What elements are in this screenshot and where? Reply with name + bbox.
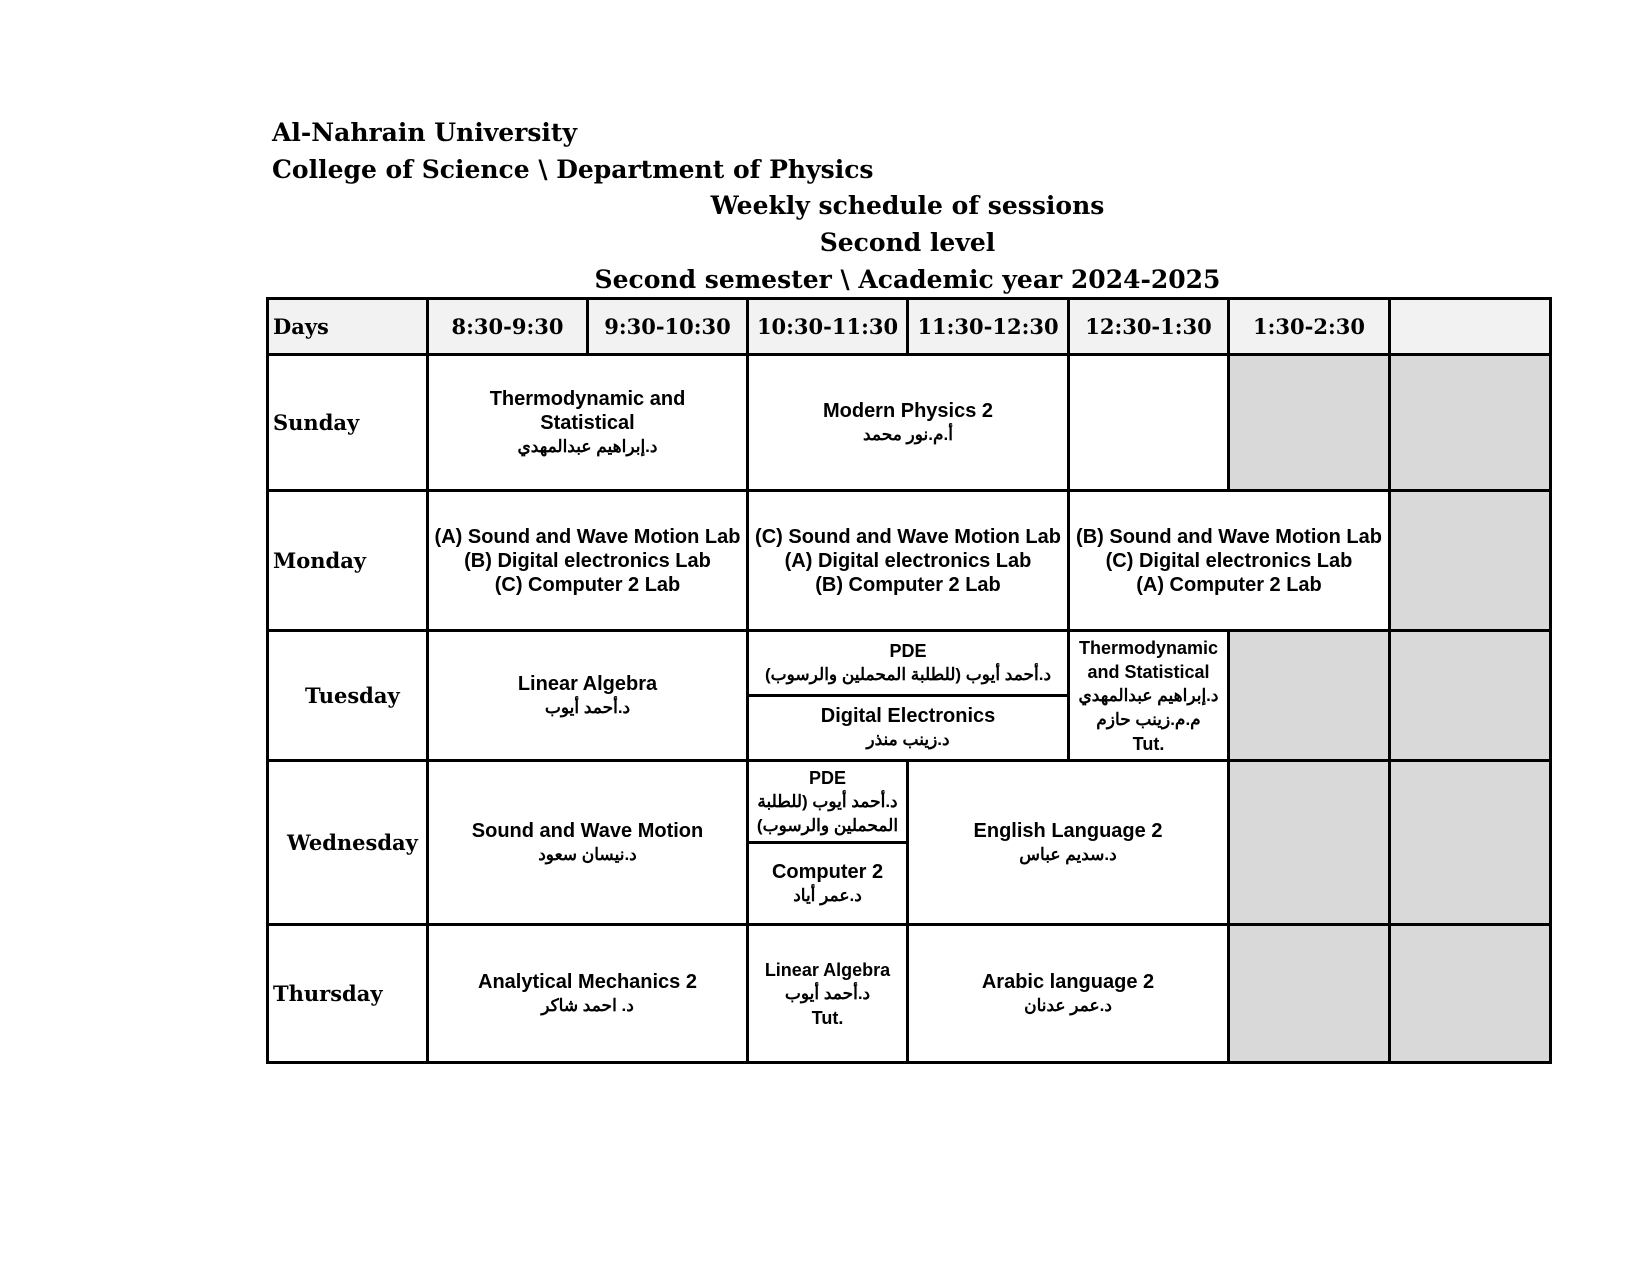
session-teacher: د.نيسان سعود xyxy=(538,844,637,864)
session-cell xyxy=(748,696,1069,761)
lab-line: (C) Computer 2 Lab xyxy=(494,573,681,596)
session-teacher: د.زينب منذر xyxy=(866,730,950,749)
lab-line: (B) Computer 2 Lab xyxy=(815,573,1001,596)
empty-cell xyxy=(1390,491,1551,631)
day-label: Monday xyxy=(268,491,428,631)
department-name: College of Science \ Department of Physics xyxy=(272,155,874,184)
session-title: PDE xyxy=(889,641,927,661)
empty-cell xyxy=(1390,761,1551,925)
row-monday xyxy=(268,491,1551,631)
session-teacher: د. احمد شاكر xyxy=(541,995,634,1015)
session-cell xyxy=(428,491,748,631)
session-title: Thermodynamic and Statistical xyxy=(1078,637,1219,682)
col-header-time: 11:30-12:30 xyxy=(908,299,1069,355)
empty-cell xyxy=(1390,631,1551,761)
session-teacher: د.سديم عباس xyxy=(1019,844,1117,864)
header-row xyxy=(268,299,1551,355)
lab-line: (C) Digital electronics Lab xyxy=(1105,549,1353,572)
university-name: Al-Nahrain University xyxy=(272,118,577,147)
session-cell xyxy=(428,355,748,491)
day-label: Sunday xyxy=(268,355,428,491)
session-teacher: د.أحمد أيوب (للطلبة المحملين والرسوب) xyxy=(756,791,899,835)
col-header-time: 10:30-11:30 xyxy=(748,299,908,355)
empty-cell xyxy=(1229,925,1390,1063)
session-teacher: د.عمر أياد xyxy=(793,885,862,905)
tutorial-label: Tut. xyxy=(811,1007,844,1028)
row-thursday xyxy=(268,925,1551,1063)
session-cell xyxy=(748,761,908,843)
col-header-blank xyxy=(1390,299,1551,355)
schedule-level: Second level xyxy=(819,228,996,257)
session-teacher: د.أحمد أيوب (للطلبة المحملين والرسوب) xyxy=(764,665,1052,684)
session-cell xyxy=(1069,491,1390,631)
empty-cell xyxy=(1229,761,1390,925)
col-header-time: 9:30-10:30 xyxy=(588,299,748,355)
session-cell xyxy=(428,761,748,925)
schedule-table xyxy=(266,297,1552,1064)
session-cell xyxy=(908,761,1229,925)
lab-line: (A) Digital electronics Lab xyxy=(784,549,1032,572)
day-label: Tuesday xyxy=(268,631,428,761)
empty-cell xyxy=(1390,355,1551,491)
lab-line: (B) Digital electronics Lab xyxy=(464,549,711,572)
schedule-semester: Second semester \ Academic year 2024-2025 xyxy=(594,265,1221,294)
row-wednesday xyxy=(268,761,1551,843)
session-title: Computer 2 xyxy=(771,860,884,883)
session-title: PDE xyxy=(808,767,846,788)
row-tuesday xyxy=(268,631,1551,696)
session-cell xyxy=(428,631,748,761)
day-label: Wednesday xyxy=(268,761,428,925)
session-title: Thermodynamic and Statistical xyxy=(489,387,686,434)
col-header-time: 1:30-2:30 xyxy=(1229,299,1390,355)
session-cell xyxy=(1069,631,1229,761)
session-teacher: د.إبراهيم عبدالمهدي xyxy=(1078,685,1219,705)
session-title: Analytical Mechanics 2 xyxy=(478,970,697,993)
schedule-title: Weekly schedule of sessions xyxy=(710,191,1105,220)
session-cell xyxy=(748,355,1069,491)
lab-line: (A) Computer 2 Lab xyxy=(1136,573,1322,596)
session-title: Linear Algebra xyxy=(764,959,891,980)
lab-line: (C) Sound and Wave Motion Lab xyxy=(755,525,1061,548)
empty-cell xyxy=(1229,631,1390,761)
empty-cell xyxy=(1229,355,1390,491)
tutorial-label: Tut. xyxy=(1132,733,1165,754)
session-title: Sound and Wave Motion xyxy=(471,819,704,842)
session-title: English Language 2 xyxy=(973,819,1163,842)
session-teacher: د.أحمد أيوب xyxy=(544,697,631,717)
col-header-time: 12:30-1:30 xyxy=(1069,299,1229,355)
session-cell xyxy=(748,491,1069,631)
empty-cell xyxy=(1390,925,1551,1063)
session-teacher: أ.م.نور محمد xyxy=(863,424,953,444)
session-teacher: د.أحمد أيوب xyxy=(784,983,871,1003)
session-title: Modern Physics 2 xyxy=(822,399,994,422)
session-teacher: د.إبراهيم عبدالمهدي xyxy=(517,436,658,456)
row-sunday xyxy=(268,355,1551,491)
session-title: Arabic language 2 xyxy=(981,970,1155,993)
day-label: Thursday xyxy=(268,925,428,1063)
empty-cell xyxy=(1069,355,1229,491)
session-cell xyxy=(748,631,1069,696)
session-teacher: م.م.زينب حازم xyxy=(1096,709,1201,729)
session-cell xyxy=(748,925,908,1063)
col-header-days: Days xyxy=(268,299,428,355)
session-title: Digital Electronics xyxy=(820,705,996,727)
col-header-time: 8:30-9:30 xyxy=(428,299,588,355)
session-cell xyxy=(748,843,908,925)
session-teacher: د.عمر عدنان xyxy=(1024,995,1112,1015)
lab-line: (B) Sound and Wave Motion Lab xyxy=(1076,525,1382,548)
session-cell xyxy=(428,925,748,1063)
lab-line: (A) Sound and Wave Motion Lab xyxy=(434,525,741,548)
session-cell xyxy=(908,925,1229,1063)
session-title: Linear Algebra xyxy=(517,672,658,695)
